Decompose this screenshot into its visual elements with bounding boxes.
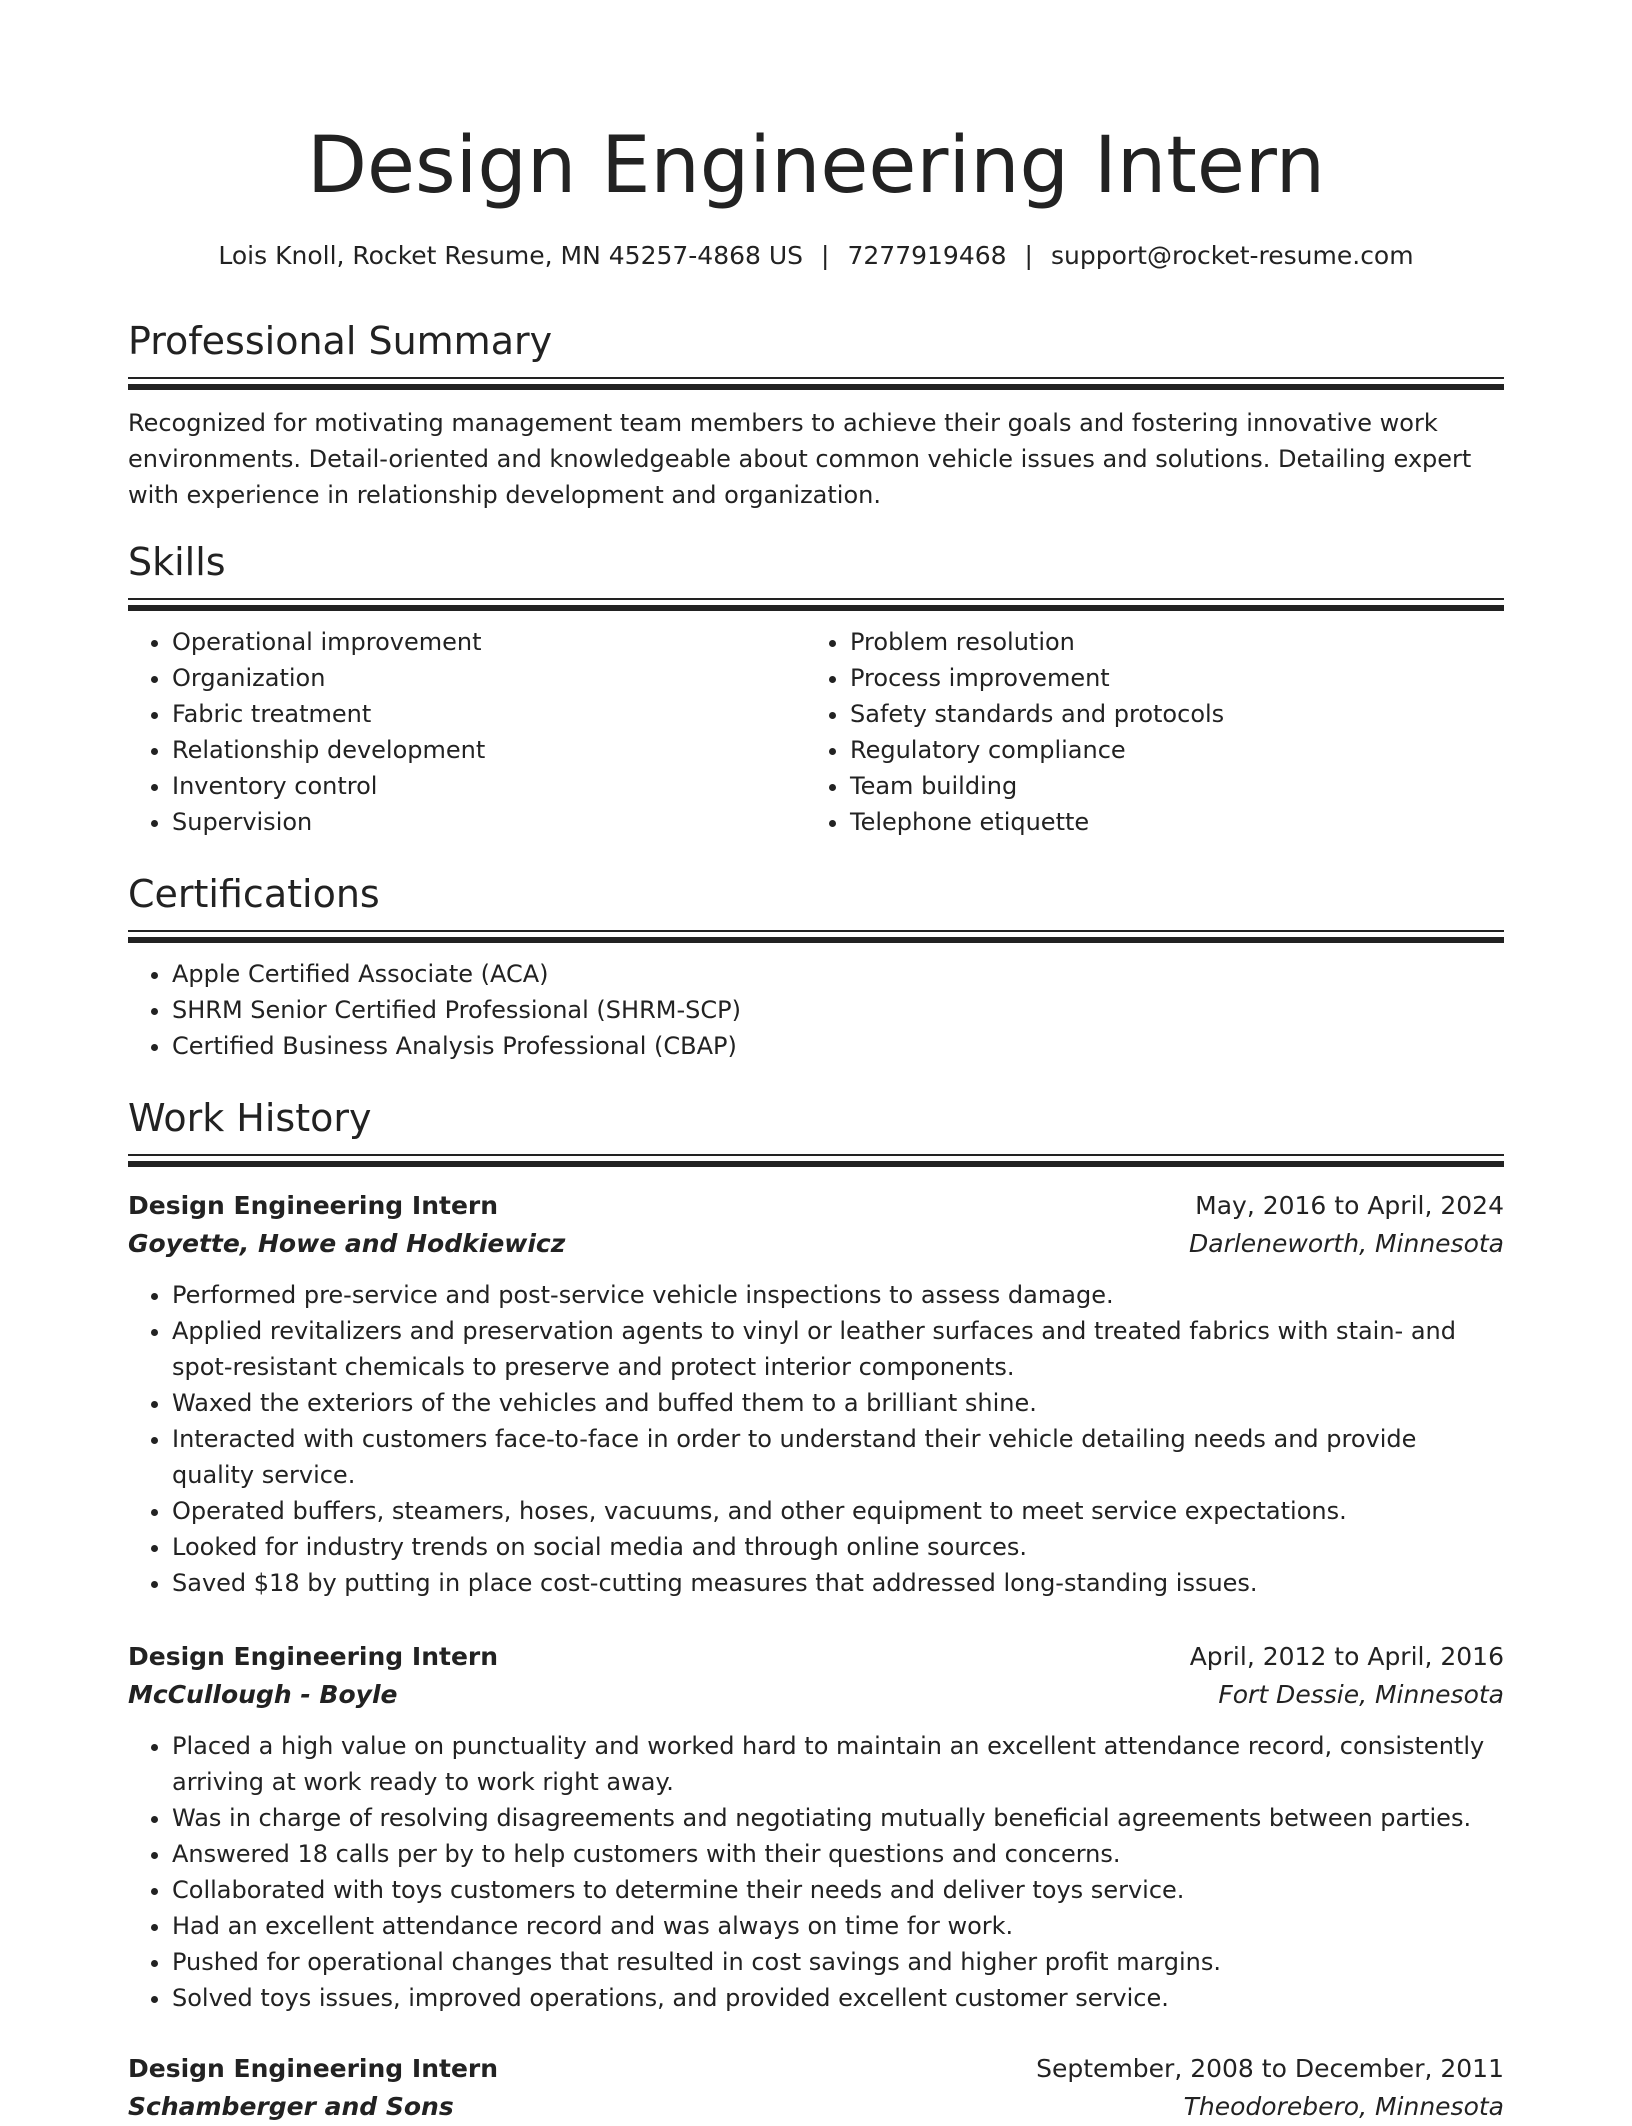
skill-item: • Regulatory compliance [850,732,1484,768]
skills-list-left [128,624,806,840]
job-subheader [128,1676,1504,1714]
job-header [128,2050,1504,2088]
job-duty: • Solved toys issues, improved operations, and provided excellent customer service. [172,1980,1504,2016]
contact-email: support@rocket-resume.com [1050,241,1414,270]
summary-text: Recognized for motivating management team members to achieve their goals and fostering innovative work environments. Detail-oriented and knowledgeable about common vehicle issues and solutions. Detailing expert with experience in relationship development and organization. [128,409,1472,509]
skills-columns [128,610,1504,840]
certification-item: • SHRM Senior Certified Professional (SHRM-SCP) [172,992,1504,1028]
job-title: Design Engineering Intern [128,1191,499,1220]
job-dates: September, 2008 to December, 2011 [1036,2054,1504,2083]
summary-section [128,317,1504,513]
skill-item: • Problem resolution [850,624,1484,660]
skills-section [128,538,1504,840]
job-location: Darleneworth, Minnesota [1189,1229,1504,1258]
skill-item: • Process improvement [850,660,1484,696]
job-company: Goyette, Howe and Hodkiewicz [128,1229,566,1258]
section-divider [128,930,1504,942]
contact-phone: 7277919468 [847,241,1007,270]
job-dates: May, 2016 to April, 2024 [1195,1191,1504,1220]
skills-list-right [806,624,1484,840]
skill-item: • Telephone etiquette [850,804,1484,840]
section-divider [128,377,1504,389]
job-subheader [128,2088,1504,2126]
section-divider [128,598,1504,610]
job-entry [128,1638,1504,2016]
job-duties-list [128,1728,1504,2016]
job-company: Schamberger and Sons [128,2092,454,2121]
skills-heading: Skills [128,540,226,584]
certifications-list [128,956,1504,1064]
section-divider [128,1154,1504,1166]
certification-item: • Apple Certified Associate (ACA) [172,956,1504,992]
job-duty: • Applied revitalizers and preservation agents to vinyl or leather surfaces and treated fabrics with stain- and spot-resistant chemicals to preserve and protect interior components. [172,1313,1504,1385]
job-location: Fort Dessie, Minnesota [1218,1680,1504,1709]
certifications-section [128,870,1504,1064]
job-duty: • Answered 18 calls per by to help customers with their questions and concerns. [172,1836,1504,1872]
contact-separator: | [821,241,830,270]
summary-heading: Professional Summary [128,319,553,363]
skill-item: • Operational improvement [172,624,806,660]
job-duty: • Waxed the exteriors of the vehicles and buffed them to a brilliant shine. [172,1385,1504,1421]
job-duty: • Placed a high value on punctuality and worked hard to maintain an excellent attendance record, consistently arriving at work ready to work right away. [172,1728,1504,1800]
job-duty: • Collaborated with toys customers to determine their needs and deliver toys service. [172,1872,1504,1908]
job-title: Design Engineering Intern [128,2054,499,2083]
job-duty: • Performed pre-service and post-service vehicle inspections to assess damage. [172,1277,1504,1313]
job-dates: April, 2012 to April, 2016 [1189,1642,1504,1671]
skill-item: • Organization [172,660,806,696]
skill-item: • Inventory control [172,768,806,804]
skill-item: • Team building [850,768,1484,804]
page-title: Design Engineering Intern [306,121,1326,211]
contact-separator: | [1024,241,1033,270]
job-title: Design Engineering Intern [128,1642,499,1671]
job-duty: • Was in charge of resolving disagreements and negotiating mutually beneficial agreements between parties. [172,1800,1504,1836]
job-duty: • Pushed for operational changes that resulted in cost savings and higher profit margins. [172,1944,1504,1980]
job-duties-list [128,1277,1504,1601]
job-duty: • Looked for industry trends on social media and through online sources. [172,1529,1504,1565]
contact-line [128,238,1504,274]
job-location: Theodorebero, Minnesota [1183,2092,1504,2121]
job-header [128,1638,1504,1676]
job-duty: • Interacted with customers face-to-face in order to understand their vehicle detailing needs and provide quality service. [172,1421,1504,1493]
work-history-heading: Work History [128,1096,372,1140]
job-duty: • Operated buffers, steamers, hoses, vacuums, and other equipment to meet service expectations. [172,1493,1504,1529]
job-entry [128,1187,1504,1601]
certifications-heading: Certifications [128,872,380,916]
skill-item: • Safety standards and protocols [850,696,1484,732]
skill-item: • Relationship development [172,732,806,768]
job-header [128,1187,1504,1225]
job-subheader [128,1225,1504,1263]
job-entry [128,2050,1504,2126]
job-duty: • Had an excellent attendance record and was always on time for work. [172,1908,1504,1944]
work-history-section [128,1094,1504,1166]
certification-item: • Certified Business Analysis Professional (CBAP) [172,1028,1504,1064]
skill-item: • Fabric treatment [172,696,806,732]
job-duty: • Saved $18 by putting in place cost-cutting measures that addressed long-standing issues. [172,1565,1504,1601]
contact-address: Lois Knoll, Rocket Resume, MN 45257-4868 US [218,241,804,270]
skill-item: • Supervision [172,804,806,840]
job-company: McCullough - Boyle [128,1680,398,1709]
